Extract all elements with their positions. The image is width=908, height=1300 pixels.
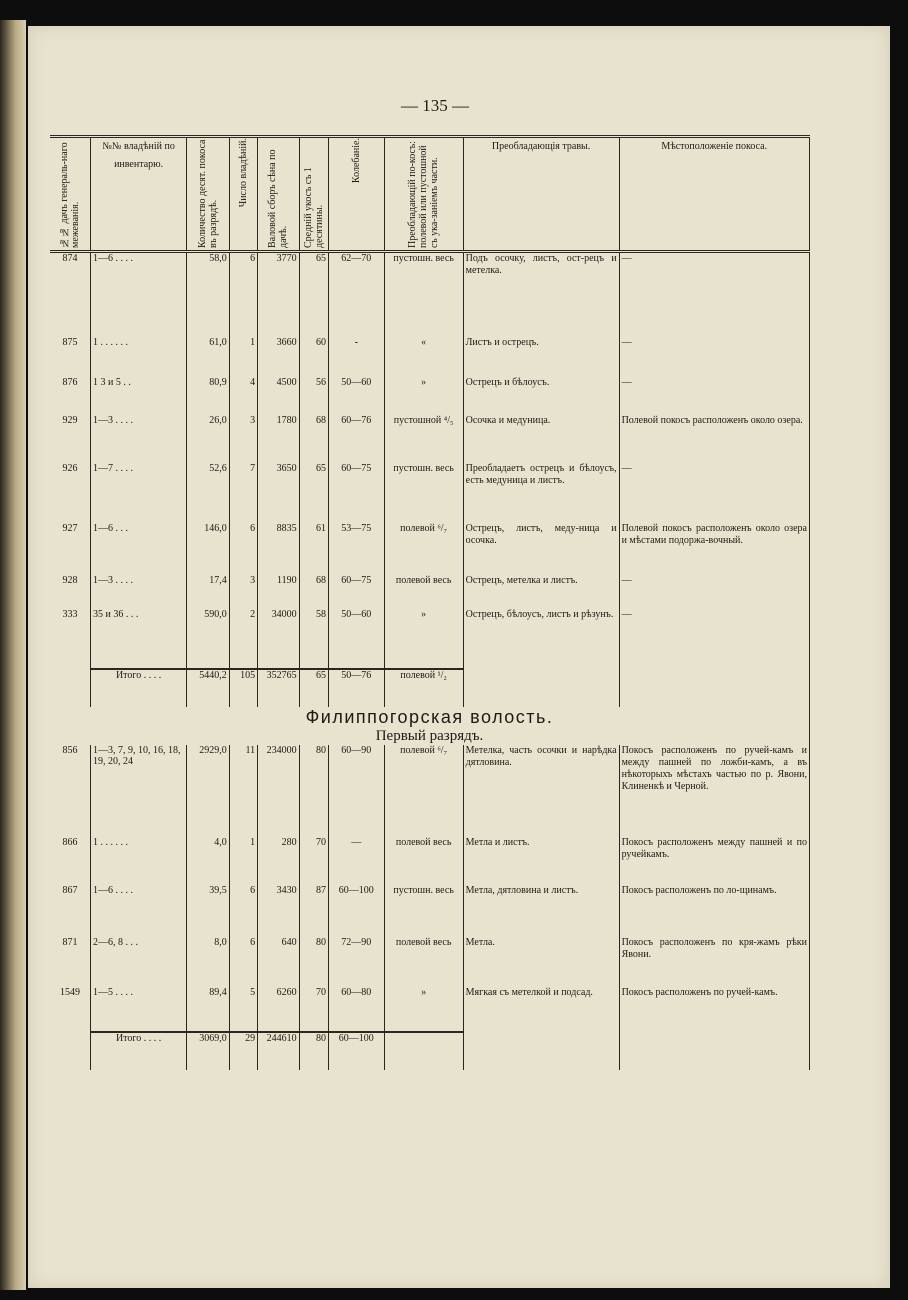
header-pokos: Преобладающій по-косъ: полевой или пустошной съ ука-заніемъ части. [384,137,463,252]
header-mesto: Мѣстоположеніе покоса. [619,137,809,252]
grass-types: Метелка, часть осочки и нарѣдка дятловина. [463,745,619,837]
hay-total: 640 [258,937,300,987]
yield-range: 50—60 [328,609,384,669]
vladenie-numbers: 1—3 . . . . [91,415,187,463]
avg-yield: 58 [299,609,328,669]
hay-total: 34000 [258,609,300,669]
yield-range: 62—70 [328,252,384,337]
section-subtitle: Первый разрядъ. [50,728,810,745]
yield-range: 72—90 [328,937,384,987]
hay-total: 234000 [258,745,300,837]
yield-range: 60—75 [328,463,384,523]
grass-types: Листъ и острецъ. [463,337,619,377]
meadow-location: — [619,377,809,415]
table-row [50,463,810,523]
avg-yield: 70 [299,837,328,885]
yield-range: 60—90 [328,745,384,837]
yield-range: 50—60 [328,377,384,415]
avg-yield: 80 [299,745,328,837]
avg-yield: 61 [299,523,328,575]
dacha-number: 856 [62,744,78,756]
vladenie-count: 1 [229,837,257,885]
total-pokos: полевой ¹/₂ [384,669,463,707]
desyatin-count: 2929,0 [187,745,230,837]
avg-yield: 70 [299,987,328,1032]
table-row [50,252,810,337]
table-row [50,523,810,575]
table-row [50,885,810,937]
yield-range: 60—75 [328,575,384,609]
total-yield: 80 [299,1032,328,1070]
meadow-location: Полевой покосъ расположенъ около озера. [619,415,809,463]
meadow-location: — [619,252,809,337]
yield-range: 60—76 [328,415,384,463]
empty-cell [384,1032,463,1070]
table-row [50,987,810,1032]
vladenie-numbers: 1 3 и 5 . . [91,377,187,415]
meadow-location: Полевой покосъ расположенъ около озера и мѣстами подоржа-вочный. [619,523,809,575]
pokos-type: » [384,377,463,415]
desyatin-count: 146,0 [187,523,230,575]
hay-total: 280 [258,837,300,885]
meadow-location: Покосъ расположенъ по кря-жамъ рѣки Явони. [619,937,809,987]
hay-total: 3430 [258,885,300,937]
page-number: — 135 — [401,96,469,115]
empty-cell [463,669,619,707]
yield-range: 60—80 [328,987,384,1032]
vladenie-count: 3 [229,415,257,463]
vladenie-count: 4 [229,377,257,415]
hay-total: 1190 [258,575,300,609]
yield-range: 60—100 [328,885,384,937]
dacha-number: 866 [62,836,78,848]
vladenie-count: 6 [229,885,257,937]
grass-types: Метла. [463,937,619,987]
table-row [50,337,810,377]
total-vladenie: 29 [229,1032,257,1070]
table-row [50,937,810,987]
vladenie-count: 1 [229,337,257,377]
hay-total: 3660 [258,337,300,377]
total-desyatin: 3069,0 [187,1032,230,1070]
desyatin-count: 17,4 [187,575,230,609]
header-ukos: Средній укосъ съ 1 десятины. [299,137,328,252]
total-desyatin: 5440,2 [187,669,230,707]
total-hay: 244610 [258,1032,300,1070]
vladenie-numbers: 1—5 . . . . [91,987,187,1032]
desyatin-count: 8,0 [187,937,230,987]
header-vladenie: №№ владѣній по инвентарю. [91,137,187,252]
meadow-location: — [619,463,809,523]
header-travy: Преобладающія травы. [463,137,619,252]
dacha-number: 1549 [60,986,80,998]
vladenie-numbers: 1—3 . . . . [91,575,187,609]
yield-range: - [328,337,384,377]
yield-range: 53—75 [328,523,384,575]
pokos-type: полевой весь [384,837,463,885]
vladenie-numbers: 1—6 . . . . [91,252,187,337]
header-row [50,137,810,252]
total-yield: 65 [299,669,328,707]
desyatin-count: 80,9 [187,377,230,415]
desyatin-count: 89,4 [187,987,230,1032]
pokos-type: полевой весь [384,937,463,987]
empty-cell [463,1032,619,1070]
hay-total: 6260 [258,987,300,1032]
desyatin-count: 39,5 [187,885,230,937]
vladenie-numbers: 2—6, 8 . . . [91,937,187,987]
grass-types: Преобладаетъ острецъ и бѣлоусъ, есть медуница и листъ. [463,463,619,523]
total-label: Итого . . . . [91,669,187,707]
table-row [50,745,810,837]
grass-types: Осочка и медуница. [463,415,619,463]
table-row [50,837,810,885]
vladenie-count: 6 [229,252,257,337]
desyatin-count: 52,6 [187,463,230,523]
dacha-number: 871 [62,936,78,948]
avg-yield: 60 [299,337,328,377]
total-hay: 352765 [258,669,300,707]
total-row [50,669,810,707]
header-sbor: Валовой сборъ сѣна по дачѣ. [258,137,300,252]
empty-cell [619,1032,809,1070]
table-row [50,377,810,415]
section-subheading-row [50,728,810,745]
vladenie-numbers: 1 . . . . . . [91,837,187,885]
vladenie-numbers: 1 . . . . . . [91,337,187,377]
table-row [50,575,810,609]
desyatin-count: 61,0 [187,337,230,377]
grass-types: Метла и листъ. [463,837,619,885]
hay-total: 3770 [258,252,300,337]
hay-total: 8835 [258,523,300,575]
dacha-number: 876 [62,376,78,388]
desyatin-count: 26,0 [187,415,230,463]
grass-types: Острецъ и бѣлоусъ. [463,377,619,415]
pokos-type: пустошн. весь [384,252,463,337]
dacha-number: 927 [62,522,78,534]
vladenie-count: 3 [229,575,257,609]
vladenie-count: 7 [229,463,257,523]
desyatin-count: 4,0 [187,837,230,885]
hay-total: 4500 [258,377,300,415]
dacha-number: 926 [62,462,78,474]
pokos-type: пустошн. весь [384,885,463,937]
avg-yield: 87 [299,885,328,937]
header-dacha: №№ дачъ генераль-наго межеванія. [50,137,91,252]
vladenie-count: 2 [229,609,257,669]
dacha-number: 929 [62,414,78,426]
desyatin-count: 58,0 [187,252,230,337]
empty-cell [50,1032,91,1070]
grass-types: Метла, дятловина и листъ. [463,885,619,937]
pokos-type: полевой ⁶/₇ [384,523,463,575]
grass-types: Мягкая съ метелкой и подсад. [463,987,619,1032]
meadow-location: — [619,609,809,669]
table-row [50,609,810,669]
pokos-type: пустошн. весь [384,463,463,523]
avg-yield: 68 [299,415,328,463]
grass-types: Острецъ, листъ, меду-ница и осочка. [463,523,619,575]
total-row [50,1032,810,1070]
header-desyatin: Количество десят. покоса въ разрядѣ. [187,137,230,252]
dacha-number: 874 [62,253,78,264]
meadow-location: Покосъ расположенъ по ручей-камъ и между пашней по ложби-камъ, а въ нѣкоторыхъ мѣстахъ частью по р. Явони, Клиненкѣ и Черной. [619,745,809,837]
vladenie-count: 6 [229,523,257,575]
avg-yield: 56 [299,377,328,415]
yield-range: — [328,837,384,885]
dacha-number: 928 [62,574,78,586]
total-vladenie: 105 [229,669,257,707]
dacha-number: 333 [62,608,78,620]
header-chislo: Число владѣній. [229,137,257,252]
table-row [50,415,810,463]
vladenie-count: 5 [229,987,257,1032]
empty-cell [619,669,809,707]
total-range: 60—100 [328,1032,384,1070]
vladenie-numbers: 1—6 . . . [91,523,187,575]
grass-types: Острецъ, метелка и листъ. [463,575,619,609]
meadow-location: Покосъ расположенъ между пашней и по ручейкамъ. [619,837,809,885]
pokos-type: полевой весь [384,575,463,609]
avg-yield: 80 [299,937,328,987]
grass-types: Острецъ, бѣлоусъ, листъ и рѣзунъ. [463,609,619,669]
dacha-number: 875 [62,336,78,348]
meadow-location: — [619,337,809,377]
vladenie-count: 6 [229,937,257,987]
section-title: Филиппогорская волость. [50,707,810,728]
hay-table [50,135,810,1070]
pokos-type: пустошной ⁴/₅ [384,415,463,463]
pokos-type: « [384,337,463,377]
hay-total: 3650 [258,463,300,523]
grass-types: Подъ осочку, листъ, ост-рецъ и метелка. [463,252,619,337]
header-kolebanie: Колебаніе. [328,137,384,252]
desyatin-count: 590,0 [187,609,230,669]
meadow-location: — [619,575,809,609]
vladenie-numbers: 1—6 . . . . [91,885,187,937]
section-heading-row [50,707,810,728]
pokos-type: полевой ⁶/₇ [384,745,463,837]
pokos-type: » [384,987,463,1032]
total-label: Итого . . . . [91,1032,187,1070]
vladenie-numbers: 1—3, 7, 9, 10, 16, 18, 19, 20, 24 [91,745,187,837]
vladenie-numbers: 35 и 36 . . . [91,609,187,669]
vladenie-count: 11 [229,745,257,837]
vladenie-numbers: 1—7 . . . . [91,463,187,523]
empty-cell [50,669,91,707]
meadow-location: Покосъ расположенъ по ручей-камъ. [619,987,809,1032]
dacha-number: 867 [62,884,78,896]
avg-yield: 65 [299,252,328,337]
meadow-location: Покосъ расположенъ по ло-щинамъ. [619,885,809,937]
book-spine [0,20,26,1290]
avg-yield: 65 [299,463,328,523]
pokos-type: » [384,609,463,669]
avg-yield: 68 [299,575,328,609]
hay-total: 1780 [258,415,300,463]
total-range: 50—76 [328,669,384,707]
